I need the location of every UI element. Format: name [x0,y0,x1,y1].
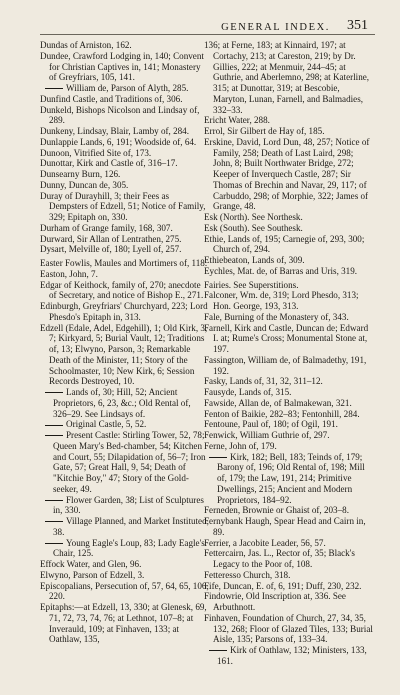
index-entry [204,376,374,387]
index-subentry [40,419,210,430]
index-subentry [204,645,374,667]
index-entry [204,355,374,377]
index-entry [40,570,210,581]
entry-text: Village Planned, and Market Instituted, 38. [53,516,209,537]
entry-text: Ethiebeaton, Lands of, 309. [204,255,305,265]
entry-text: Fasky, Lands of, 31, 32, 311–12. [204,376,323,387]
ditto-dash [45,392,63,393]
index-subentry [40,83,210,94]
index-entry [204,538,374,549]
entry-text: Fawside, Allan de, of Balmakewan, 321. [204,397,352,408]
entry-text: Duray of Durayhill, 3; their Fees as Dempsters of Edzell, 51; Notice of Family, 329; Epitaph on, 330. [40,190,206,222]
entry-text: Fife, Duncan, E. of, 6, 191; Duff, 230, 232. [204,580,362,591]
entry-text: Ethie, Lands of, 195; Carnegie of, 293, 300; Church of, 294. [204,233,365,255]
index-subentry [40,495,210,517]
index-entry [40,158,210,169]
entry-text: Ferrier, a Jacobite Leader, 56, 57. [204,537,326,548]
left-index-column [40,40,210,645]
entry-text: Elwyno, Parson of Edzell, 3. [40,569,145,580]
entry-text: Edgar of Keithock, family of, 270; anecdote of Secretary, and notice of Bishop E., 271. [40,279,204,301]
index-entry [204,137,374,212]
index-entry [40,280,210,302]
index-entry [204,409,374,420]
entry-text: Fetteresso Church, 318. [204,569,291,580]
index-entry [204,591,374,613]
index-entry [40,94,210,105]
entry-text: Easter Fowlis, Maules and Mortimers of, 118. [40,258,208,268]
entry-text: Findowrie, Old Inscription at, 336. See Arbuthnott. [204,591,346,612]
index-entry [40,169,210,180]
index-subentry [40,538,210,560]
ditto-dash [45,521,63,522]
entry-text: Young Eagle's Loup, 83; Lady Eagle's Chair, 125. [53,537,205,559]
entry-text: Epitaphs:—at Edzell, 13, 330; at Glenesk, 69, 71, 72, 73, 74, 76; at Lethnot, 107–8; at Inverauld, 109; at Finhaven, 133; at Oathlaw, 135, [40,602,207,645]
entry-text: Kirk of Oathlaw, 132; Ministers, 133, 161. [217,645,367,666]
entry-text: Edinburgh, Greyfriars' Churchyard, 223; Lord Phesdo's Epitaph in, 313. [40,301,208,322]
entry-text: Durham of Grange family, 168, 307. [40,222,173,233]
entry-text: Dunkeld, Bishops Nicolson and Lindsay of, 289. [40,104,200,126]
entry-text: 136; at Ferne, 183; at Kinnaird, 197; at Cortachy, 213; at Careston, 219; by Dr. Gillies, 222; at Menmuir, 244–45; at Guthrie, and Aberlemno, 298; at Katerline, 315; at Dunottar, 319; at Bescobie, Maryton, Lunan, Farnell, and Balmadies, 332–33. [204,40,370,115]
entry-text: Fassington, William de, of Balmadethy, 191, 192. [204,354,367,376]
entry-text: Finhaven, Foundation of Church, 27, 34, 35, 132, 268; Floor of Glazed Tiles, 133; Burial Aisle, 135; Parsons of, 133–34. [204,612,373,645]
entry-text: Easton, John, 7. [40,268,98,279]
entry-text: Edzell (Edale, Adel, Edgehill), 1; Old Kirk, 3, 7; Kirkyard, 5; Burial Vault, 12; Traditions of, 13; Elwyno, Parson, 3; Remarkable Death of the Minister, 11; Story of the Schoolmaster, 10; New Kirk, 6; Session Records Destroyed, 10. [40,322,208,387]
entry-text: Errol, Sir Gilbert de Hay of, 185. [204,126,325,136]
entry-text: Esk (North). See Northesk. [204,212,303,222]
entry-text: Dundee, Crawford Lodging in, 140; Convent for Christian Captives in, 141; Monastery of Greyfriars, 105, 141. [40,50,204,83]
index-entry [204,548,374,570]
entry-text: Ferneden, Brownie or Ghaist of, 203–8. [204,505,349,516]
index-entry [40,191,210,223]
index-entry [204,505,374,516]
page-header [0,16,400,34]
entry-text: Dunkeny, Lindsay, Blair, Lamby of, 284. [40,126,189,136]
entry-text: Fairies. See Superstitions. [204,279,299,290]
header-rule [40,34,375,35]
index-entry [204,581,374,592]
index-entry [40,40,210,51]
index-entry [204,280,374,291]
index-entry [40,323,210,388]
entry-text: Episcopalians, Persecution of, 57, 64, 65, 106, 220. [40,580,209,602]
entry-text: Falconer, Wm. de, 319; Lord Phesdo, 313; Hon. George, 193, 313. [204,290,359,311]
index-entry [204,312,374,323]
index-entry [204,126,374,137]
index-entry [204,290,374,312]
index-entry [40,301,210,323]
entry-text: Dunny, Duncan de, 305. [40,179,129,190]
entry-text: Fernybank Haugh, Spear Head and Cairn in, 89. [204,516,366,537]
index-entry [40,148,210,159]
index-entry [204,223,374,234]
index-entry [204,419,374,430]
index-entry [40,223,210,234]
ditto-dash [209,457,227,458]
index-entry [40,137,210,148]
index-entry [40,258,210,269]
index-subentry [40,387,210,419]
index-entry [204,234,374,256]
index-entry [204,40,374,115]
entry-text: Flower Garden, 38; List of Sculptures in, 330. [53,494,204,516]
index-entry [204,115,374,126]
index-entry [204,387,374,398]
entry-text: Dunsearny Burn, 126. [40,169,121,179]
index-entry [204,398,374,409]
entry-text: Erskine, David, Lord Dun, 48, 257; Notice of Family, 258; Death of Last Laird, 298; John, 8; Built Northwater Bridge, 272; Keeper of Inverquech Castle, 287; Sir Thomas of Brechin and Navar, 29, 117; of Carbuddo, 298; of Morphie, 322; James of Grange, 48. [204,136,370,212]
entry-text: Dundas of Arniston, 162. [40,40,132,50]
index-entry [40,602,210,645]
page-number: 351 [347,18,368,33]
index-subentry [40,516,210,538]
entry-text: Ferne, John of, 179. [204,440,277,451]
ditto-dash [45,543,63,544]
entry-text: Ericht Water, 288. [204,115,270,126]
entry-text: Dysart, Melville of, 180; Lyell of, 257. [40,244,182,255]
index-subentry [204,452,374,506]
entry-text: Fentoune, Paul of, 180; of Ogil, 191. [204,419,338,430]
index-entry [204,266,374,277]
entry-text: Dunfind Castle, and Traditions of, 306. [40,93,183,104]
index-subentry [40,430,210,495]
entry-text: Lands of, 30; Hill, 52; Ancient Proprietors, 6, 23, &c.; Old Rental of, 326–29. See Lindsays of. [53,387,191,419]
entry-text: Fettercairn, Jas. L., Rector of, 35; Black's Legacy to the Poor of, 108. [204,548,355,569]
right-index-column [204,40,374,667]
index-entry [40,581,210,603]
index-entry [40,559,210,570]
entry-text: Farnell, Kirk and Castle, Duncan de; Edward I. at; Rume's Cross; Monumental Stone at, 197. [204,322,369,354]
entry-text: Esk (South). See Southesk. [204,222,303,233]
index-entry [40,51,210,83]
entry-text: Effock Water, and Glen, 96. [40,559,142,569]
ditto-dash [45,88,63,89]
index-entry [204,212,374,223]
index-entry [204,613,374,645]
index-entry [40,269,210,280]
index-entry [40,244,210,255]
entry-text: Present Castle: Stirling Tower, 52, 78; Queen Mary's Bed-chamber, 54; Kitchen and Court, 55; Dilapidation of, 56–7; Iron Gate, 57; Great Hall, 9, 54; Death of "Kitchie Boy," 47; Story of the Gold-seeker, 49. [53,430,206,494]
entry-text: Durward, Sir Allan of Lentrathen, 275. [40,233,182,244]
entry-text: Kirk, 182; Bell, 183; Teinds of, 179; Barony of, 196; Old Rental of, 198; Mill of, 179; the Law, 191, 214; Primitive Dwellings, 215; Ancient and Modern Proprietors, 184–92. [217,451,365,505]
ditto-dash [45,435,63,436]
entry-text: Original Castle, 5, 52. [66,419,147,430]
index-entry [204,255,374,266]
entry-text: Fenton of Baikie, 282–83; Fentonhill, 284. [204,408,360,419]
index-entry [204,430,374,441]
entry-text: Fausyde, Lands of, 315. [204,387,292,397]
index-entry [204,570,374,581]
index-entry [40,126,210,137]
entry-text: Dunoon, Vitrified Site of, 173. [40,147,152,158]
entry-text: Eychles, Mat. de, of Barras and Uris, 319. [204,265,358,276]
entry-text: Fale, Burning of the Monastery of, 343. [204,311,349,322]
index-entry [204,323,374,355]
entry-text: Dunlappie Lands, 6, 191; Woodside of, 64. [40,136,197,147]
running-title: GENERAL INDEX. [221,22,330,33]
ditto-dash [45,425,63,426]
entry-text: Fenwick, William Guthrie of, 297. [204,430,330,440]
entry-text: Dunottar, Kirk and Castle of, 316–17. [40,158,178,169]
index-entry [40,105,210,127]
index-entry [204,441,374,452]
index-entry [40,180,210,191]
entry-text: William de, Parson of Alyth, 285. [66,83,189,93]
ditto-dash [45,500,63,501]
index-entry [204,516,374,538]
index-entry [40,234,210,245]
ditto-dash [209,650,227,651]
